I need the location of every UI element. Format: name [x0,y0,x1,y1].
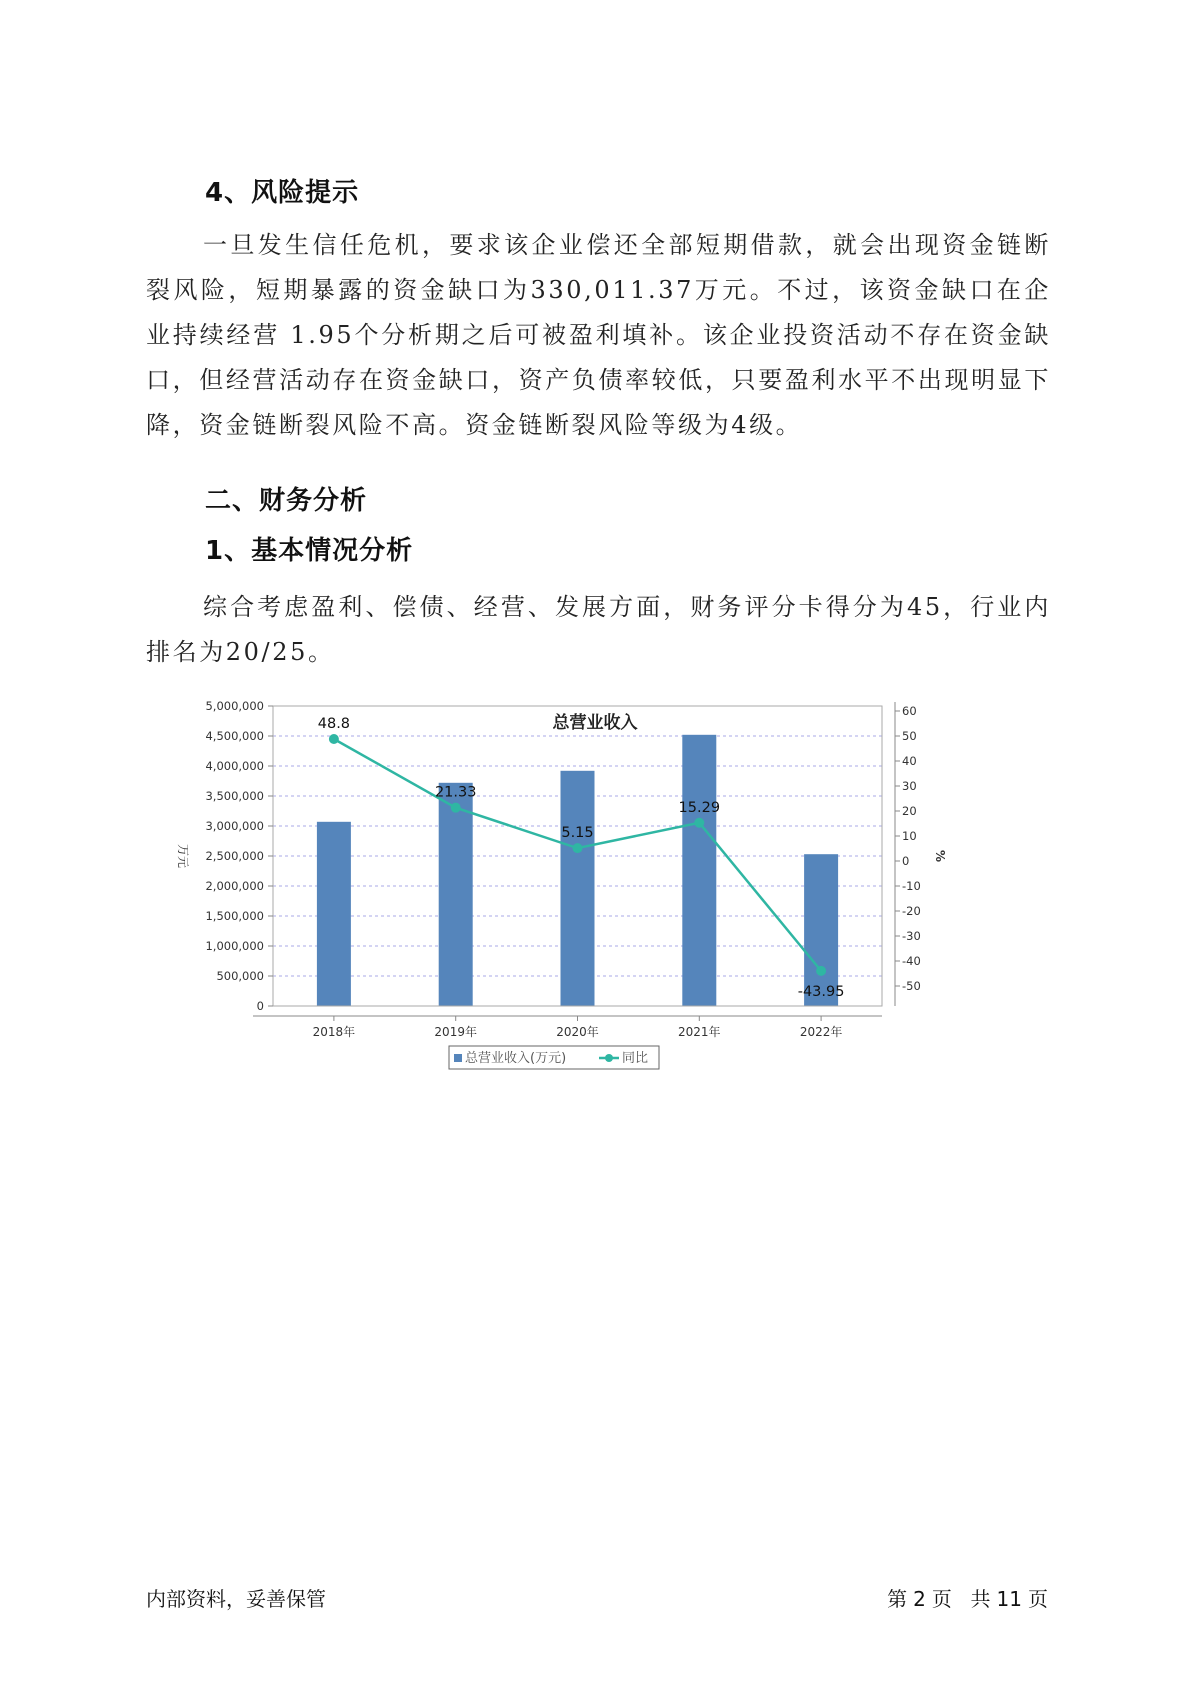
x-tick-label: 2018年 [312,1025,356,1039]
x-tick-label: 2021年 [678,1025,721,1039]
y-axis-label: 万元 [176,843,190,869]
y-tick-label: 2,500,000 [205,849,264,863]
y-tick-label: 0 [256,999,264,1013]
yoy-point [694,818,704,828]
legend-bar-swatch [454,1054,462,1062]
bar-2021年 [682,735,716,1006]
x-tick-label: 2022年 [799,1025,843,1039]
chart-legend [449,1046,659,1069]
yoy-data-label: 5.15 [561,825,594,842]
y2-tick-label: 40 [902,754,917,768]
y-tick-label: 1,500,000 [205,909,264,923]
y2-tick-label: 50 [902,729,917,743]
footer-confidential: 内部资料，妥善保管 [146,1587,326,1611]
y-tick-label: 4,500,000 [205,729,264,743]
total-pages: 11 [996,1587,1022,1611]
yoy-point [329,734,339,744]
yoy-point [573,843,583,853]
risk-heading: 4、风险提示 [205,178,360,208]
footer-page-info [884,1583,1051,1612]
y-tick-label: 4,000,000 [205,759,264,773]
legend-bar-label: 总营业收入(万元) [465,1051,567,1066]
y2-tick-label: -10 [902,879,921,893]
total-unit: 页 [1028,1587,1048,1611]
y-tick-label: 2,000,000 [205,879,264,893]
y2-tick-label: -30 [902,929,921,943]
y2-tick-label: 0 [902,854,910,868]
finance-heading: 二、财务分析 [205,486,368,516]
y-tick-label: 3,000,000 [205,819,264,833]
legend-line-marker [605,1054,613,1062]
y2-tick-label: 10 [902,829,917,843]
chart-bars [317,735,838,1006]
yoy-data-label: 15.29 [678,799,721,816]
y2-tick-label: -40 [902,954,921,968]
y2-tick-label: 20 [902,804,917,818]
bar-2020年 [561,771,595,1006]
x-tick-label: 2019年 [434,1025,477,1039]
page-number: 2 [913,1587,926,1611]
page-prefix: 第 [887,1587,908,1611]
legend-line-label: 同比 [622,1051,649,1066]
y-tick-label: 1,000,000 [205,939,264,953]
yoy-data-label: -43.95 [797,983,845,1000]
risk-paragraph: 一旦发生信任危机，要求该企业偿还全部短期借款，就会出现资金链断裂风险，短期暴露的资金缺口为330,011.37万元。不过，该资金缺口在企业持续经营 1.95个分析期之后可被盈利填补。该企业投资活动不存在资金缺口，但经营活动存在资金缺口，资产负债率较低，只要盈利水平不出现明显下降，资金链断裂风险不高。资金链断裂风险等级为4级。 [146,231,1051,439]
basic-paragraph: 综合考虑盈利、偿债、经营、发展方面，财务评分卡得分为45，行业内排名为20/25。 [146,593,1051,666]
y2-tick-label: 60 [902,704,917,718]
y2-tick-label: -20 [902,904,921,918]
y2-tick-label: 30 [902,779,917,793]
y2-axis-label: % [933,849,947,863]
y-tick-label: 5,000,000 [205,700,264,713]
y2-tick-label: -50 [902,979,921,993]
page-unit: 页 [931,1587,952,1611]
total-prefix: 共 [970,1587,991,1611]
x-tick-label: 2020年 [556,1025,599,1039]
chart-title: 总营业收入 [552,713,638,733]
yoy-point [816,966,826,976]
bar-2018年 [317,822,351,1006]
yoy-point [451,803,461,813]
basic-heading: 1、基本情况分析 [205,536,414,566]
bar-2019年 [439,783,473,1006]
y-tick-label: 500,000 [216,969,264,983]
yoy-data-label: 21.33 [434,784,477,801]
y-tick-label: 3,500,000 [205,789,264,803]
yoy-data-label: 48.8 [317,716,351,732]
revenue-chart [170,700,1030,1160]
